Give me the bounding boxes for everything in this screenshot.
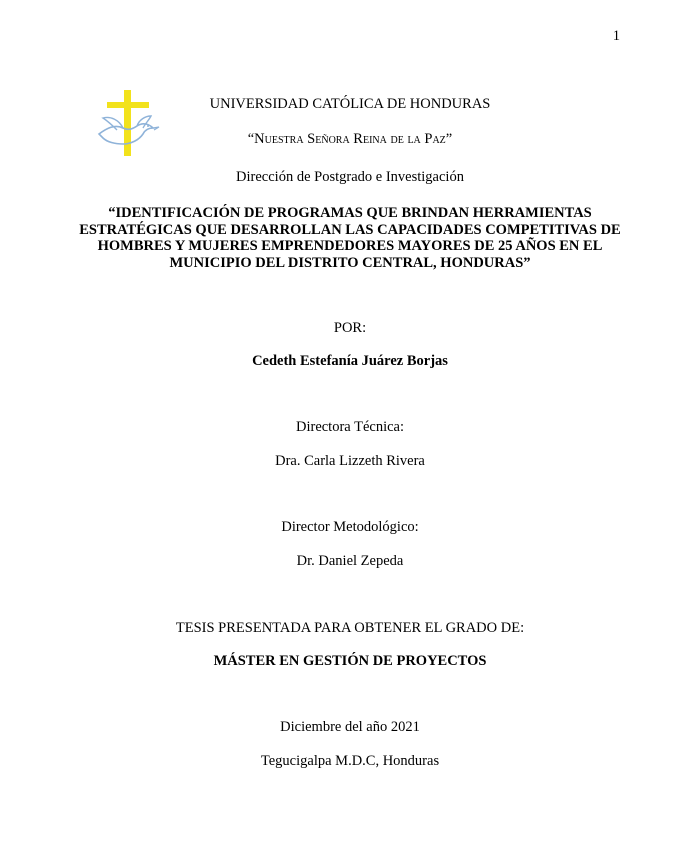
methodological-director-name: Dr. Daniel Zepeda xyxy=(296,553,404,569)
degree-name: MÁSTER EN GESTIÓN DE PROYECTOS xyxy=(213,653,487,669)
methodological-director-label: Director Metodológico: xyxy=(281,519,419,535)
author-name: Cedeth Estefanía Juárez Borjas xyxy=(252,353,448,369)
page-number: 1 xyxy=(612,28,620,44)
university-motto: “Nuestra Señora Reina de la Paz” xyxy=(247,131,453,147)
date: Diciembre del año 2021 xyxy=(280,719,420,735)
university-name: UNIVERSIDAD CATÓLICA DE HONDURAS xyxy=(209,96,491,112)
department-name: Dirección de Postgrado e Investigación xyxy=(236,169,464,185)
technical-director-name: Dra. Carla Lizzeth Rivera xyxy=(275,453,425,469)
location: Tegucigalpa M.D.C, Honduras xyxy=(260,753,440,769)
degree-label: TESIS PRESENTADA PARA OBTENER EL GRADO DE: xyxy=(175,620,525,636)
thesis-title: “IDENTIFICACIÓN DE PROGRAMAS QUE BRINDAN HERRAMIENTAS ESTRATÉGICAS QUE DESARROLLAN LAS CAPACIDADES COMPETITIVAS DE HOMBRES Y MUJERES EMPRENDEDORES MAYORES DE 25 AÑOS EN EL MUNICIPIO DEL DISTRITO CENTRAL, HONDURAS” xyxy=(79,205,621,271)
by-label: POR: xyxy=(333,320,367,336)
technical-director-label: Directora Técnica: xyxy=(295,419,404,435)
